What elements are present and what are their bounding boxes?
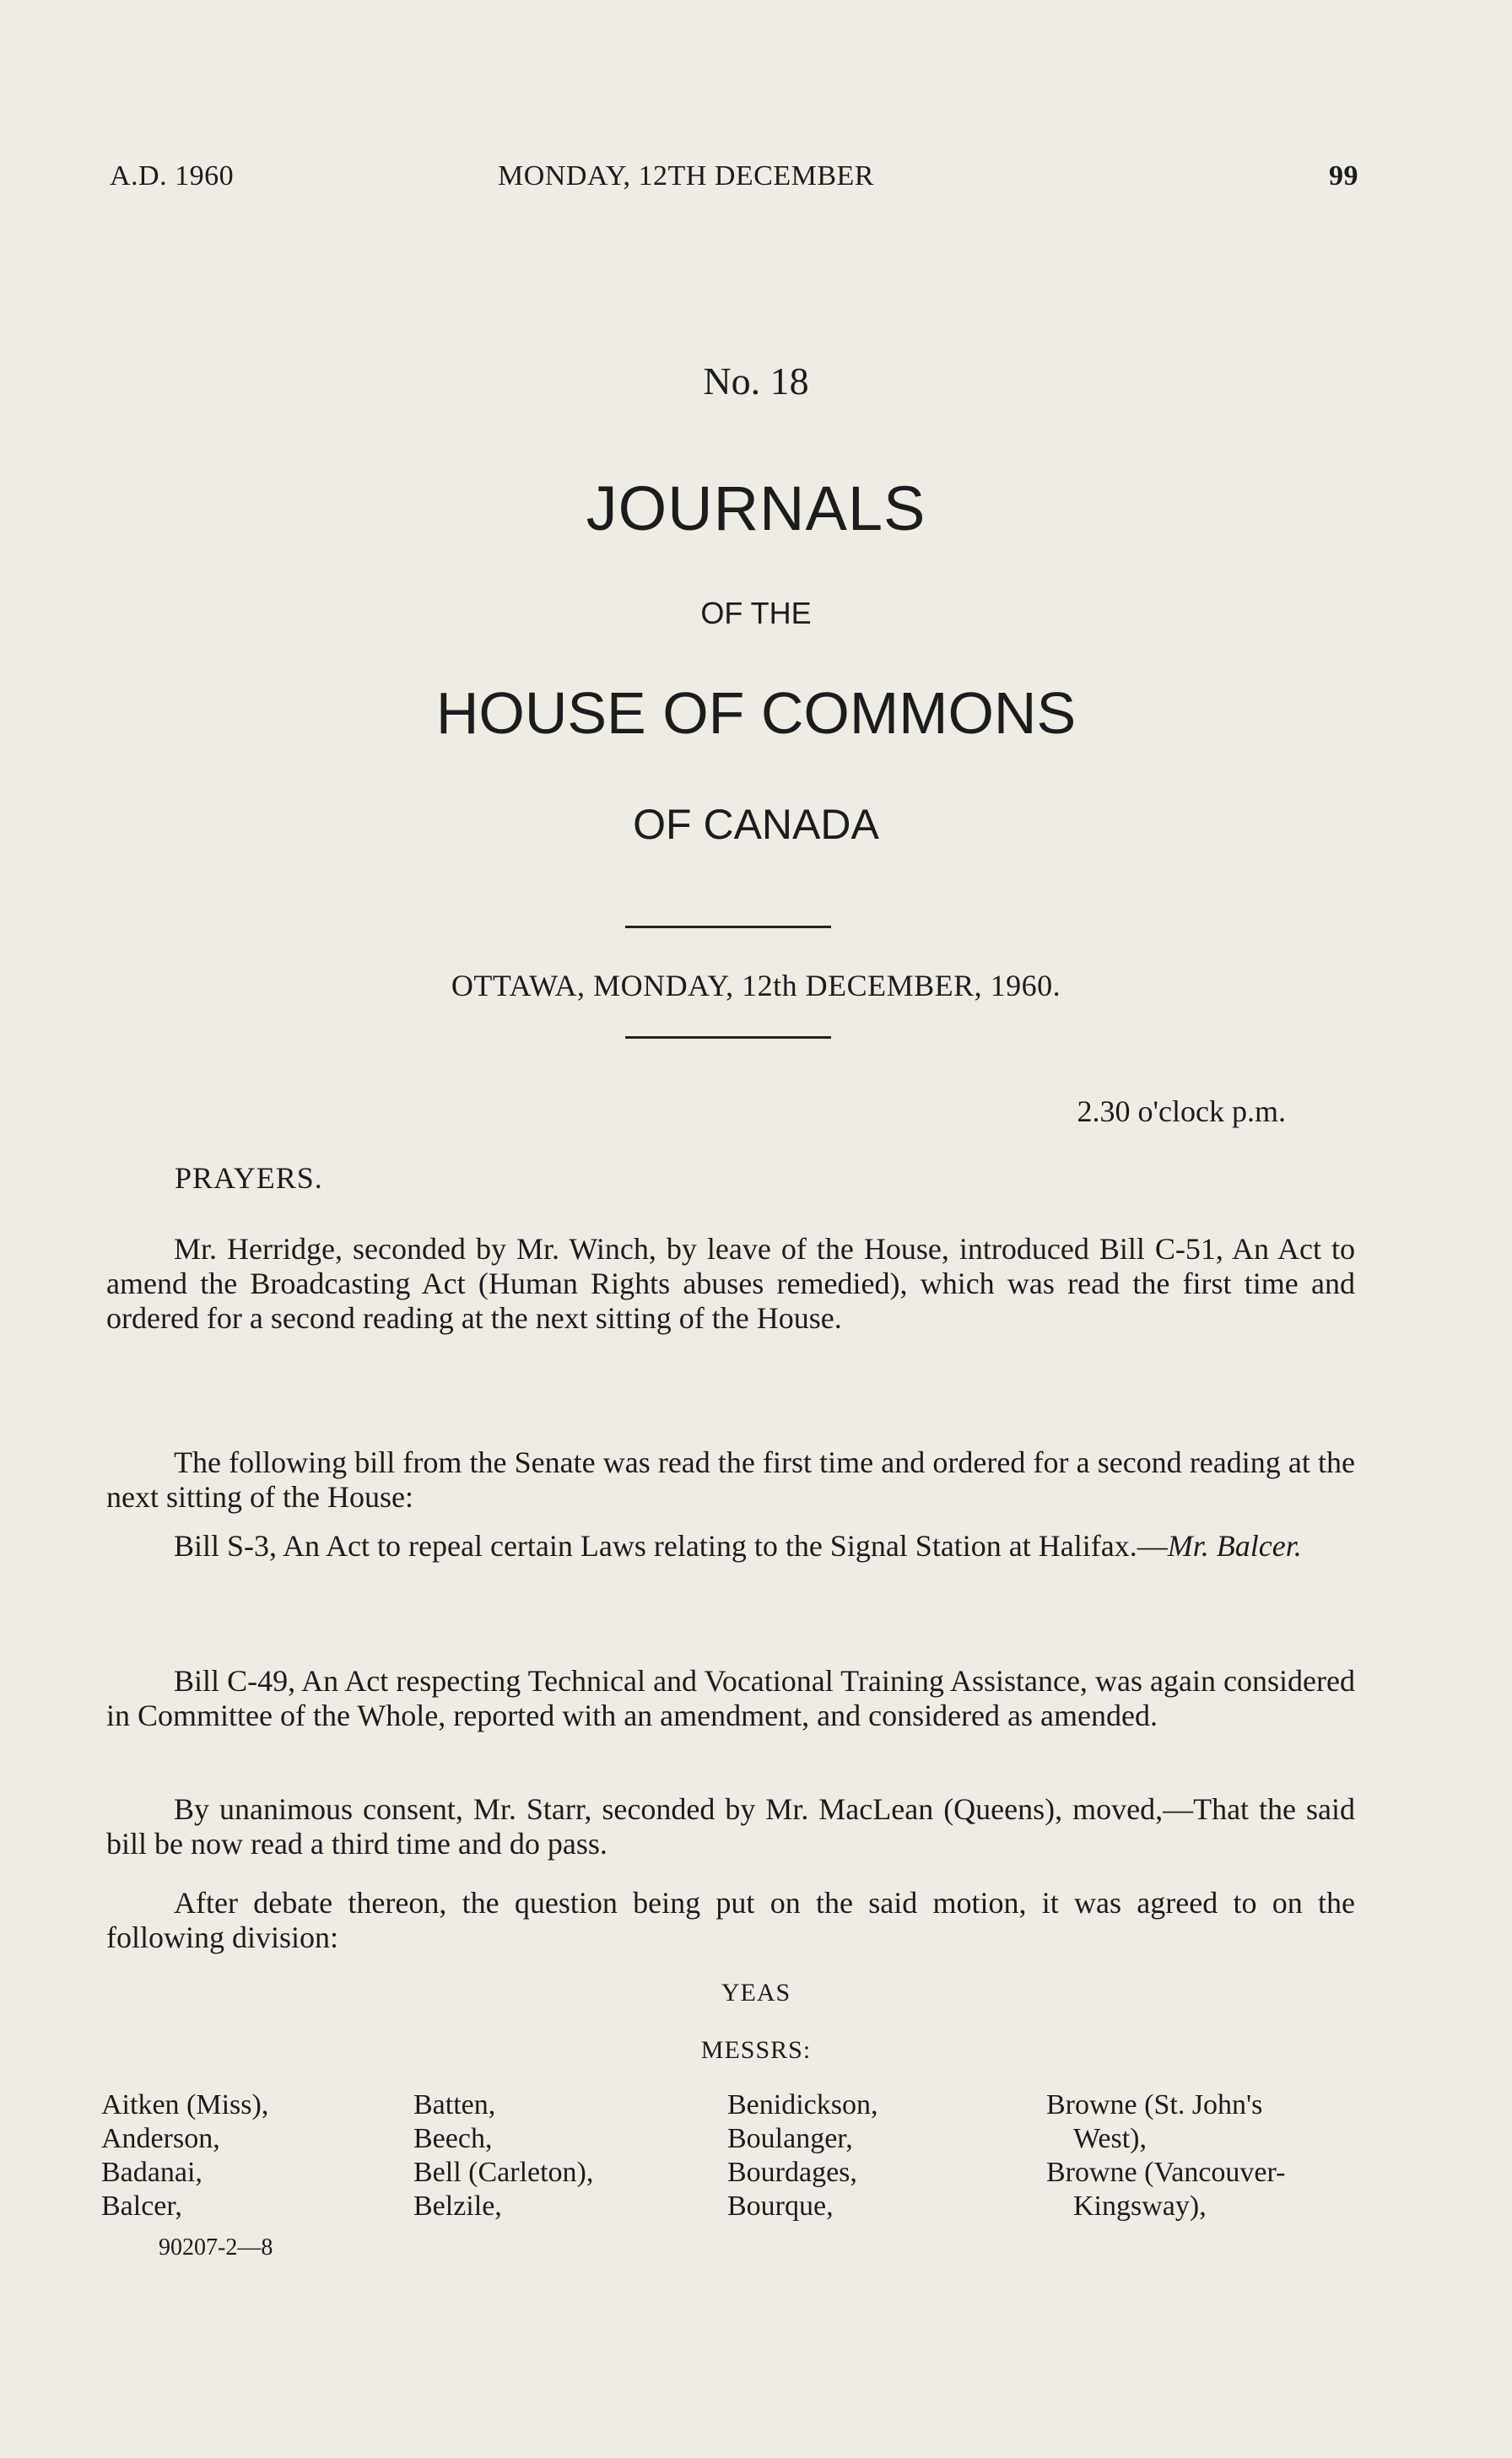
member-name-continued: Kingsway),: [1073, 2191, 1207, 2222]
of-canada-line: OF CANADA: [633, 801, 879, 848]
printer-code: 90207-2—8: [159, 2234, 273, 2261]
paragraph-third-reading-motion: By unanimous consent, Mr. Starr, seconded by Mr. MacLean (Queens), moved,—That the said bill be now read a third time and do pass.: [106, 1792, 1355, 1861]
member-name: Belzile,: [413, 2191, 502, 2222]
member-name: Bourdages,: [727, 2157, 857, 2188]
paragraph-division: After debate thereon, the question being put on the said motion, it was agreed to on the following division:: [106, 1886, 1355, 1954]
paragraph-bill-s3: [106, 1529, 1355, 1564]
member-name: Browne (St. John's: [1046, 2089, 1263, 2120]
journal-number: No. 18: [703, 359, 809, 402]
paragraph-senate-bill: The following bill from the Senate was read the first time and ordered for a second reading at the next sitting of the House:: [106, 1445, 1355, 1514]
divider-bottom: [625, 1036, 831, 1039]
paragraph-bill-c49: Bill C-49, An Act respecting Technical and Vocational Training Assistance, was again considered in Committee of the Whole, reported with an amendment, and considered as amended.: [106, 1664, 1355, 1732]
names-column-3: [727, 2088, 878, 2223]
header-page-number: 99: [1329, 160, 1358, 192]
member-name-continued: West),: [1073, 2123, 1147, 2154]
paragraph-bill-c51: Mr. Herridge, seconded by Mr. Winch, by leave of the House, introduced Bill C-51, An Act to amend the Broadcasting Act (Human Rights abuses remedied), which was read the first time and ordered for a second reading at the next sitting of the House.: [106, 1232, 1355, 1335]
header-year: A.D. 1960: [110, 160, 235, 192]
prayers-heading: PRAYERS.: [175, 1161, 323, 1195]
header-date: MONDAY, 12TH DECEMBER: [498, 160, 874, 192]
member-name: Badanai,: [101, 2157, 202, 2188]
journals-title: JOURNALS: [586, 473, 926, 543]
member-name: Bell (Carleton),: [413, 2157, 594, 2188]
member-name: Aitken (Miss),: [101, 2089, 269, 2120]
messrs-heading: MESSRS:: [700, 2036, 812, 2064]
bill-s3-text: Bill S-3, An Act to repeal certain Laws relating to the Signal Station at Halifax.—: [174, 1529, 1168, 1563]
member-name: Beech,: [413, 2123, 493, 2154]
dateline: OTTAWA, MONDAY, 12th DECEMBER, 1960.: [451, 969, 1061, 1002]
names-column-1: [101, 2088, 268, 2223]
member-name: Benidickson,: [727, 2089, 878, 2120]
member-name: Anderson,: [101, 2123, 220, 2154]
bill-s3-sponsor: Mr. Balcer.: [1167, 1529, 1302, 1563]
names-column-4: [1046, 2088, 1286, 2223]
yeas-heading: YEAS: [721, 1979, 791, 2007]
divider-top: [625, 926, 831, 928]
member-name: Balcer,: [101, 2191, 182, 2222]
of-the-line: OF THE: [700, 596, 812, 630]
member-name: Batten,: [413, 2089, 496, 2120]
member-name: Bourque,: [727, 2191, 834, 2222]
house-of-commons-title: HOUSE OF COMMONS: [435, 680, 1077, 746]
sitting-time: 2.30 o'clock p.m.: [1077, 1094, 1286, 1128]
names-column-2: [413, 2088, 593, 2223]
member-name: Boulanger,: [727, 2123, 853, 2154]
member-name: Browne (Vancouver-: [1046, 2157, 1286, 2188]
